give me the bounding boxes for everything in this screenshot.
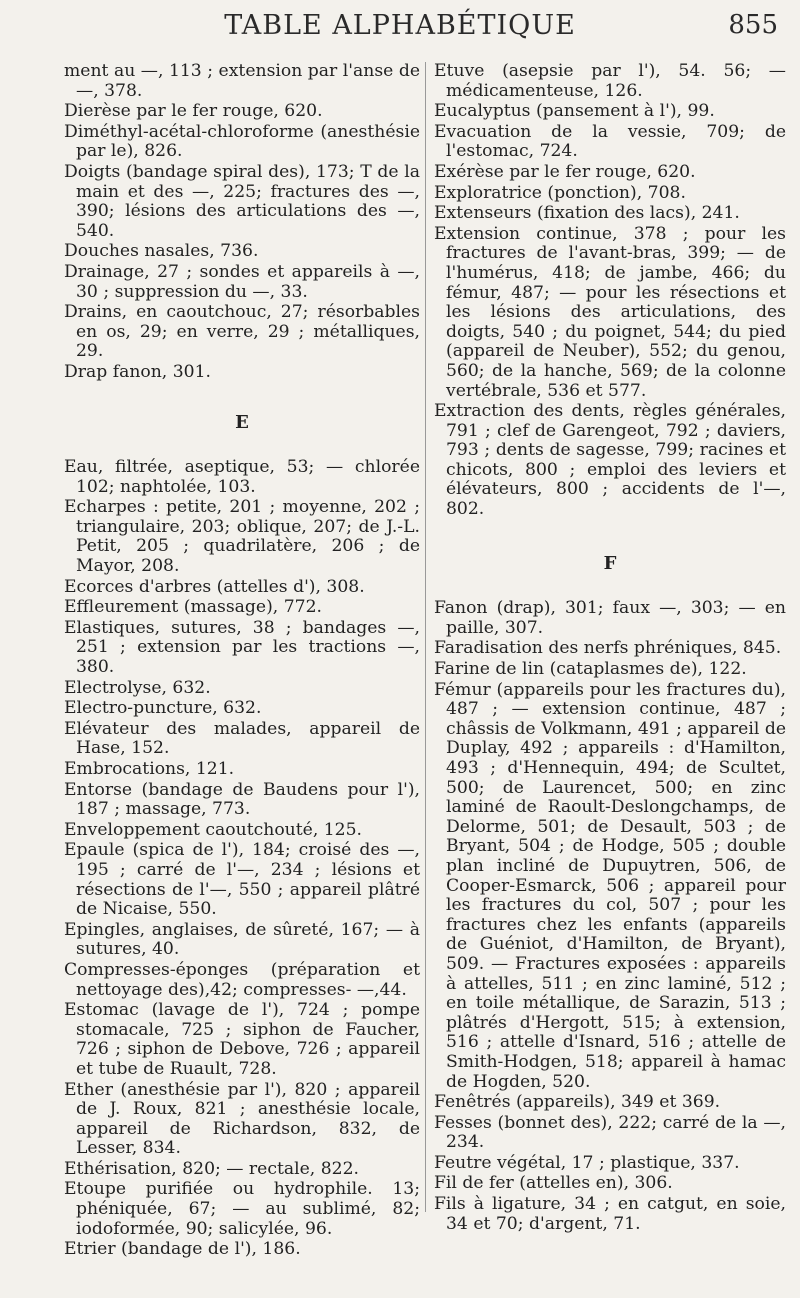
index-entry: Fémur (appareils pour les fractures du), 487 ; — extension continue, 487 ; châssis de Volkmann, 491 ; appareil de Duplay, 492 ; appareils : d'Hamilton, 493 ; d'Hennequin, 494; de Scultet, 500; de Laurencet, 500; en zinc laminé de Raoult-Deslongchamps, de Delorme, 501; de Desault, 503 ; de Bryant, 504 ; de Hodge, 505 ; double plan incliné de Dupuytren, 506, de Cooper-Esmarck, 506 ; appareil pour les fractures du col, 507 ; pour les fractures chez les enfants (appareils de Guéniot, d'Hamilton, de Bryant), 509. — Fractures exposées : appareils à attelles, 511 ; en zinc laminé, 512 ; en toile métallique, de Sarazin, 513 ; plâtrés d'Hergott, 515; à extension, 516 ; attelle d'Isnard, 516 ; attelle de Smith-Hodgen, 518; appareil à hamac de Hogden, 520. — [434, 679, 786, 1092]
index-entry: Fenêtrés (appareils), 349 et 369. — [434, 1092, 721, 1113]
section-letter-f: F — [603, 552, 617, 574]
index-group-f — [434, 599, 786, 1234]
index-entry: Feutre végétal, 17 ; plastique, 337. — [434, 1152, 740, 1173]
index-entry: Douches nasales, 736. — [64, 241, 259, 262]
index-entry: Fils à ligature, 34 ; en catgut, en soie, 34 et 70; d'argent, 71. — [434, 1194, 786, 1234]
index-entry: Drainage, 27 ; sondes et appareils à —, 30 ; suppression du —, 33. — [64, 261, 420, 302]
index-entry: Drap fanon, 301. — [64, 361, 212, 382]
index-entry: Ethérisation, 820; — rectale, 822. — [64, 1158, 359, 1179]
index-entry: Diméthyl-acétal-chloroforme (anesthésie par le), 826. — [64, 121, 420, 162]
index-entry: Embrocations, 121. — [64, 759, 235, 779]
index-entry: Farine de lin (cataplasmes de), 122. — [434, 659, 747, 680]
index-group-e — [64, 458, 420, 1260]
index-entry: Ecorces d'arbres (attelles d'), 308. — [64, 576, 365, 597]
index-entry: Drains, en caoutchouc, 27; résorbables en os, 29; en verre, 29 ; métalliques, 29. — [64, 302, 420, 362]
page-number: 855 — [728, 10, 778, 40]
index-entry: Etrier (bandage de l'), 186. — [64, 1239, 301, 1260]
index-entry: Dierèse par le fer rouge, 620. — [64, 101, 323, 122]
index-entry: Electro-puncture, 632. — [64, 698, 262, 719]
index-entry: Faradisation des nerfs phréniques, 845. — [434, 638, 782, 659]
index-entry: Extraction des dents, règles générales, 791 ; clef de Garengeot, 792 ; daviers, 793 ; dents de sagesse, 799; racines et chicots, 800 ; emploi des leviers et élévateurs, 800 ; accidents de l'—, 802. — [434, 401, 786, 520]
index-entry: Fanon (drap), 301; faux —, 303; — en paille, 307. — [434, 598, 786, 638]
index-entry: Epingles, anglaises, de sûreté, 167; — à sutures, 40. — [64, 919, 420, 960]
index-entry: ment au —, 113 ; extension par l'anse de —, 378. — [64, 61, 420, 101]
index-entry: Effleurement (massage), 772. — [64, 597, 323, 618]
index-entry: Compresses-éponges (préparation et nettoyage des),42; compresses- —,44. — [64, 959, 420, 1000]
index-entry: Elévateur des malades, appareil de Hase, 152. — [64, 718, 420, 759]
index-entry: Extenseurs (fixation des lacs), 241. — [434, 203, 740, 224]
index-entry: Fesses (bonnet des), 222; carré de la —, 234. — [434, 1112, 786, 1153]
index-group-d — [64, 62, 420, 383]
index-entry: Etoupe purifiée ou hydrophile. 13; phéniquée, 67; — au sublimé, 82; iodoformée, 90; salicylée, 96. — [64, 1179, 420, 1239]
index-entry: Epaule (spica de l'), 184; croisé des —, 195 ; carré de l'—, 234 ; lésions et résections de l'—, 550 ; appareil plâtré de Nicaise, 550. — [64, 840, 420, 920]
index-entry: Estomac (lavage de l'), 724 ; pompe stomacale, 725 ; siphon de Faucher, 726 ; siphon de Debove, 726 ; appareil et tube de Ruault, 728. — [64, 1000, 420, 1079]
index-entry: Extension continue, 378 ; pour les fractures de l'avant-bras, 399; — de l'humérus, 418; de jambe, 466; du fémur, 487; — pour les résections et les lésions des articulations, des doigts, 540 ; du poignet, 544; du pied (appareil de Neuber), 552; du genou, 560; de la hanche, 569; de la colonne vertébrale, 536 et 577. — [434, 223, 786, 401]
index-entry: Exérèse par le fer rouge, 620. — [434, 161, 696, 182]
running-title: TABLE ALPHABÉTIQUE — [224, 10, 576, 41]
index-entry: Evacuation de la vessie, 709; de l'estomac, 724. — [434, 121, 786, 162]
index-entry: Etuve (asepsie par l'), 54. 56; — médicamenteuse, 126. — [434, 61, 786, 101]
index-entry: Ether (anesthésie par l'), 820 ; appareil de J. Roux, 821 ; anesthésie locale, appareil de Richardson, 832, de Lesser, 834. — [64, 1079, 420, 1159]
index-entry: Elastiques, sutures, 38 ; bandages —, 251 ; extension par les tractions —, 380. — [64, 617, 420, 678]
section-letter-e: E — [235, 411, 249, 433]
left-column — [64, 62, 420, 1261]
index-group-e-continued — [434, 62, 786, 520]
index-entry: Doigts (bandage spiral des), 173; T de la main et des —, 225; fractures des —, 390; lésions des articulations des —, 540. — [64, 161, 420, 241]
index-entry: Enveloppement caoutchouté, 125. — [64, 819, 363, 840]
index-entry: Exploratrice (ponction), 708. — [434, 182, 686, 203]
page-header — [0, 8, 800, 48]
column-divider — [425, 62, 426, 1212]
index-entry: Fil de fer (attelles en), 306. — [434, 1173, 673, 1194]
index-entry: Electrolyse, 632. — [64, 677, 211, 698]
right-column — [434, 62, 786, 1235]
index-entry: Echarpes : petite, 201 ; moyenne, 202 ; triangulaire, 203; oblique, 207; de J.-L. Petit, 205 ; quadrilatère, 206 ; de Mayor, 208. — [64, 497, 420, 577]
index-entry: Entorse (bandage de Baudens pour l'), 187 ; massage, 773. — [64, 779, 420, 820]
index-entry: Eau, filtrée, aseptique, 53; — chlorée 102; naphtolée, 103. — [64, 457, 420, 497]
index-entry: Eucalyptus (pansement à l'), 99. — [434, 101, 715, 122]
